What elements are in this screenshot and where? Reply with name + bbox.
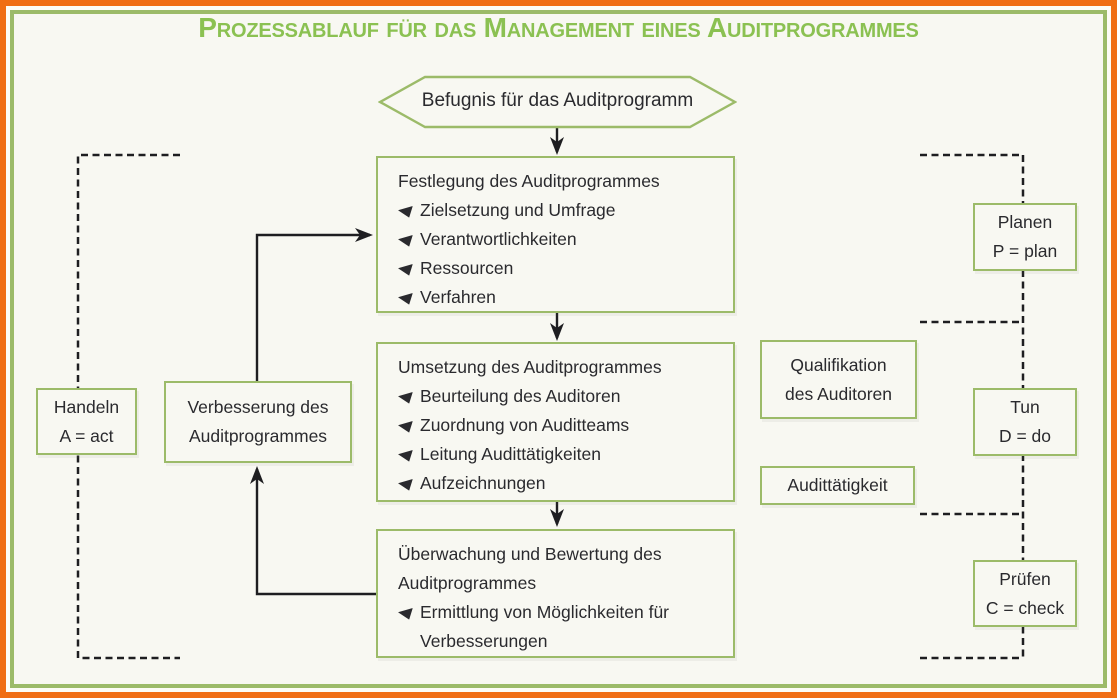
process-box-umsetzung (376, 342, 735, 502)
hexagon-label: Befugnis für das Auditprogramm (421, 90, 694, 111)
triangle-bullet-icon (397, 448, 413, 462)
pdca-line: Prüfen (999, 568, 1051, 589)
bullet-item: Ermittlung von Möglichkeiten für Verbesserungen (398, 598, 725, 656)
bullet-item: Zuordnung von Auditteams (398, 411, 725, 440)
bullet-item: Beurteilung des Auditoren (398, 382, 725, 411)
arrow-box3-to-verbesserung (257, 469, 376, 594)
pdca-line: Tun (1010, 397, 1040, 417)
pdca-box-planen (973, 203, 1077, 271)
pdca-line: Handeln (53, 396, 120, 417)
side-box-line: Audittätigkeit (787, 475, 888, 495)
triangle-bullet-icon (397, 606, 413, 620)
pdca-box-pruefen (973, 560, 1077, 627)
side-box-line: Verbesserung des (187, 397, 329, 417)
side-box-audittaetigkeit (760, 466, 915, 505)
triangle-bullet-icon (397, 204, 413, 218)
pdca-line: P = plan (992, 241, 1058, 261)
bullet-item: Zielsetzung und Umfrage (398, 196, 725, 225)
triangle-bullet-icon (397, 262, 413, 276)
process-box-title: Festlegung des Auditprogrammes (398, 171, 660, 191)
side-box-line: Auditprogrammes (188, 426, 328, 446)
triangle-bullet-icon (397, 477, 413, 491)
arrow-verbesserung-to-box1 (257, 235, 370, 381)
pdca-line: A = act (59, 425, 114, 446)
pdca-line: D = do (998, 426, 1052, 446)
side-box-verbesserung (164, 381, 352, 463)
triangle-bullet-icon (397, 390, 413, 404)
pdca-box-tun (973, 388, 1077, 456)
pdca-line: C = check (985, 597, 1065, 618)
side-box-line: Qualifikation (790, 354, 887, 375)
bullet-item: Aufzeichnungen (398, 469, 725, 498)
side-box-line: des Auditoren (784, 383, 893, 404)
triangle-bullet-icon (397, 233, 413, 247)
bullet-item: Verfahren (398, 283, 725, 312)
hexagon-befugnis (378, 75, 737, 129)
diagram-title: Prozessablauf für das Management eines Auditprogrammes (198, 12, 919, 43)
triangle-bullet-icon (397, 419, 413, 433)
process-box-title: Überwachung und Bewertung des Auditprogrammes (398, 544, 662, 593)
process-box-ueberwachung (376, 529, 735, 658)
bullet-item: Ressourcen (398, 254, 725, 283)
side-box-qualifikation (760, 340, 917, 419)
triangle-bullet-icon (397, 291, 413, 305)
bullet-item: Verantwortlichkeiten (398, 225, 725, 254)
process-box-festlegung (376, 156, 735, 313)
process-box-title: Umsetzung des Auditprogrammes (398, 357, 662, 377)
pdca-box-handeln (36, 388, 137, 455)
bullet-item: Leitung Audittätigkeiten (398, 440, 725, 469)
pdca-line: Planen (997, 212, 1053, 232)
